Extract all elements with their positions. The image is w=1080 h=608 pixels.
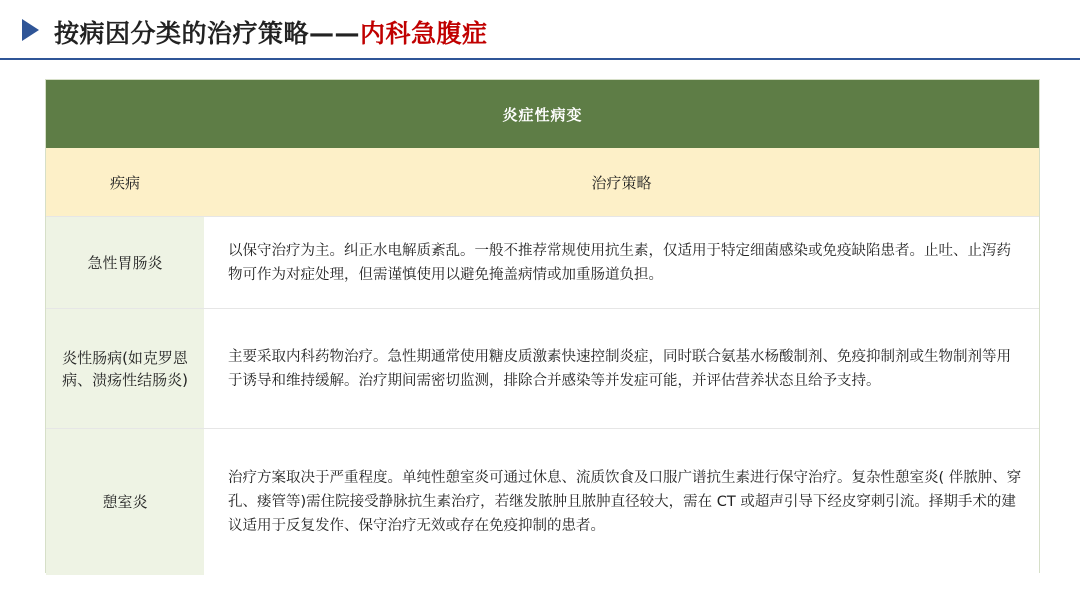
- strategy-cell: 以保守治疗为主。纠正水电解质紊乱。一般不推荐常规使用抗生素，仅适用于特定细菌感染或免疫缺陷患者。止吐、止泻药物可作为对症处理，但需谨慎使用以避免掩盖病情或加重肠道负担。: [204, 217, 1039, 308]
- slide-title: [54, 14, 488, 50]
- slide-title-main: 按病因分类的治疗策略——: [54, 19, 361, 48]
- treatment-table: [45, 79, 1040, 573]
- title-divider: [0, 58, 1080, 60]
- table-band-title: 炎症性病变: [46, 80, 1039, 148]
- table-row: [46, 308, 1039, 428]
- strategy-cell: 主要采取内科药物治疗。急性期通常使用糖皮质激素快速控制炎症，同时联合氨基水杨酸制剂、免疫抑制剂或生物制剂等用于诱导和维持缓解。治疗期间需密切监测，排除合并感染等并发症可能，并评估营养状态且给予支持。: [204, 309, 1039, 428]
- table-row: [46, 428, 1039, 575]
- strategy-cell: 治疗方案取决于严重程度。单纯性憩室炎可通过休息、流质饮食及口服广谱抗生素进行保守治疗。复杂性憩室炎( 伴脓肿、穿孔、瘘管等)需住院接受静脉抗生素治疗，若继发脓肿且脓肿直径较大，需在 CT 或超声引导下经皮穿刺引流。择期手术的建议适用于反复发作、保守治疗无效或存在免疫抑制的患者。: [204, 429, 1039, 575]
- disease-cell: 急性胃肠炎: [46, 217, 204, 308]
- column-header-disease: 疾病: [109, 173, 140, 192]
- slide-title-bar: [0, 0, 1080, 62]
- slide-title-accent: 内科急腹症: [360, 19, 488, 48]
- table-column-headers: [46, 148, 1039, 216]
- column-header-strategy: 治疗策略: [591, 173, 652, 192]
- disease-cell: 炎性肠病(如克罗恩病、溃疡性结肠炎): [46, 309, 204, 428]
- table-row: [46, 216, 1039, 308]
- play-arrow-icon: [22, 19, 39, 41]
- disease-cell: 憩室炎: [46, 429, 204, 575]
